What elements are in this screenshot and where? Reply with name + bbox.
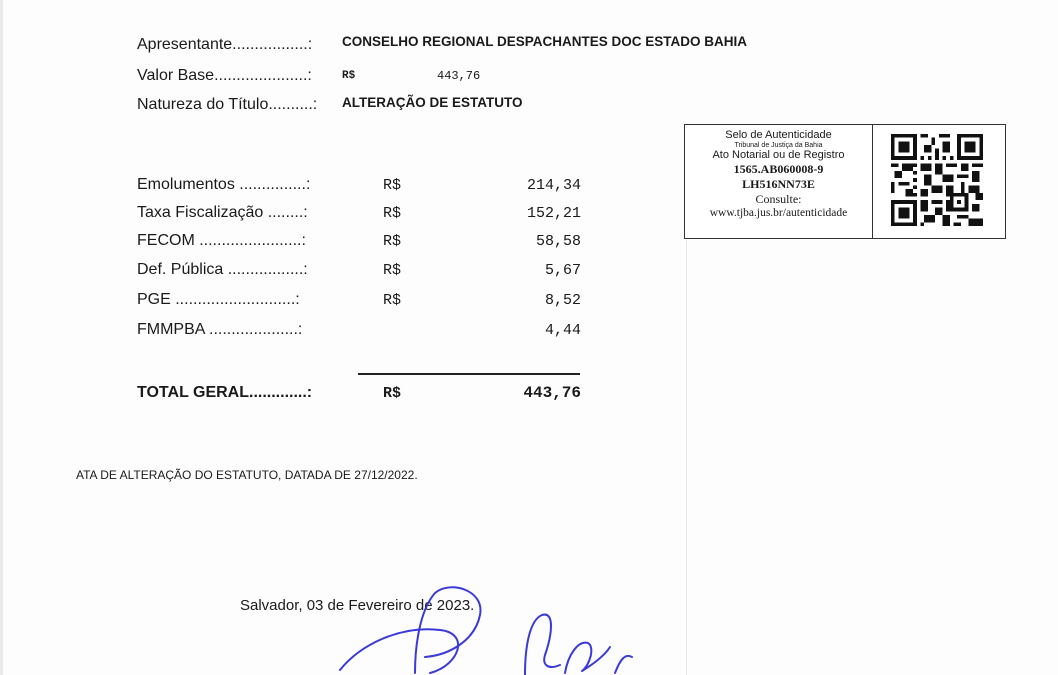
total-amount: 443,76 [523,384,581,402]
natureza-row [137,95,523,114]
fee-amount: 5,67 [544,262,581,279]
total-row [137,384,597,406]
fee-row-pge [137,291,597,313]
fee-currency: R$ [383,205,402,222]
authenticity-seal [684,124,1006,239]
natureza-value: ALTERAÇÃO DE ESTATUTO [342,95,523,110]
valor-base-value: 443,76 [437,69,481,83]
qr-code-icon [891,134,983,226]
fee-row-fmmpba [137,321,597,343]
apresentante-label: Apresentante.................: [137,36,313,53]
valor-base-currency: R$ [342,70,356,82]
seal-text-block [685,125,873,238]
document-note: ATA DE ALTERAÇÃO DO ESTATUTO, DATADA DE 27/12/2022. [76,468,418,482]
natureza-label: Natureza do Título..........: [137,96,318,113]
fee-label: FMMPBA ....................: [137,321,303,338]
place-date: Salvador, 03 de Fevereiro de 2023. [240,597,475,614]
fee-row-fecom [137,232,597,254]
total-divider [358,373,580,375]
fee-row-taxa-fiscalizacao [137,204,597,226]
fee-amount: 4,44 [544,322,581,339]
valor-base-label: Valor Base.....................: [137,67,312,84]
signature-icon [320,585,650,675]
seal-court: Tribunal de Justiça da Bahia [734,142,823,149]
fee-amount: 152,21 [526,205,581,222]
seal-act: Ato Notarial ou de Registro [712,149,845,161]
seal-code-2: LH516NN73E [742,177,815,191]
fee-amount: 214,34 [526,177,581,194]
seal-code-1: 1565.AB060008-9 [733,162,824,176]
fee-label: Taxa Fiscalização ........: [137,204,308,221]
fee-currency: R$ [383,292,402,309]
fee-amount: 58,58 [535,233,581,250]
seal-title: Selo de Autenticidade [725,129,832,141]
apresentante-value: CONSELHO REGIONAL DESPACHANTES DOC ESTADO BAHIA [342,34,748,49]
fee-label: Emolumentos ...............: [137,176,311,193]
fee-currency: R$ [383,177,402,194]
page-edge [0,0,3,675]
fee-row-emolumentos [137,176,597,198]
total-currency: R$ [383,385,402,402]
fee-amount: 8,52 [544,292,581,309]
fee-label: PGE ...........................: [137,291,300,308]
seal-url: www.tjba.jus.br/autenticidade [709,207,848,219]
fee-currency: R$ [383,233,402,250]
scan-fold-line [686,240,687,675]
valor-base-row [137,67,481,85]
fee-label: Def. Pública .................: [137,261,308,278]
fee-row-def-publica [137,261,597,283]
fee-currency: R$ [383,262,402,279]
seal-consult: Consulte: [755,192,802,206]
total-label: TOTAL GERAL.............: [137,384,313,401]
apresentante-row [137,34,748,54]
fee-label: FECOM .......................: [137,232,306,249]
